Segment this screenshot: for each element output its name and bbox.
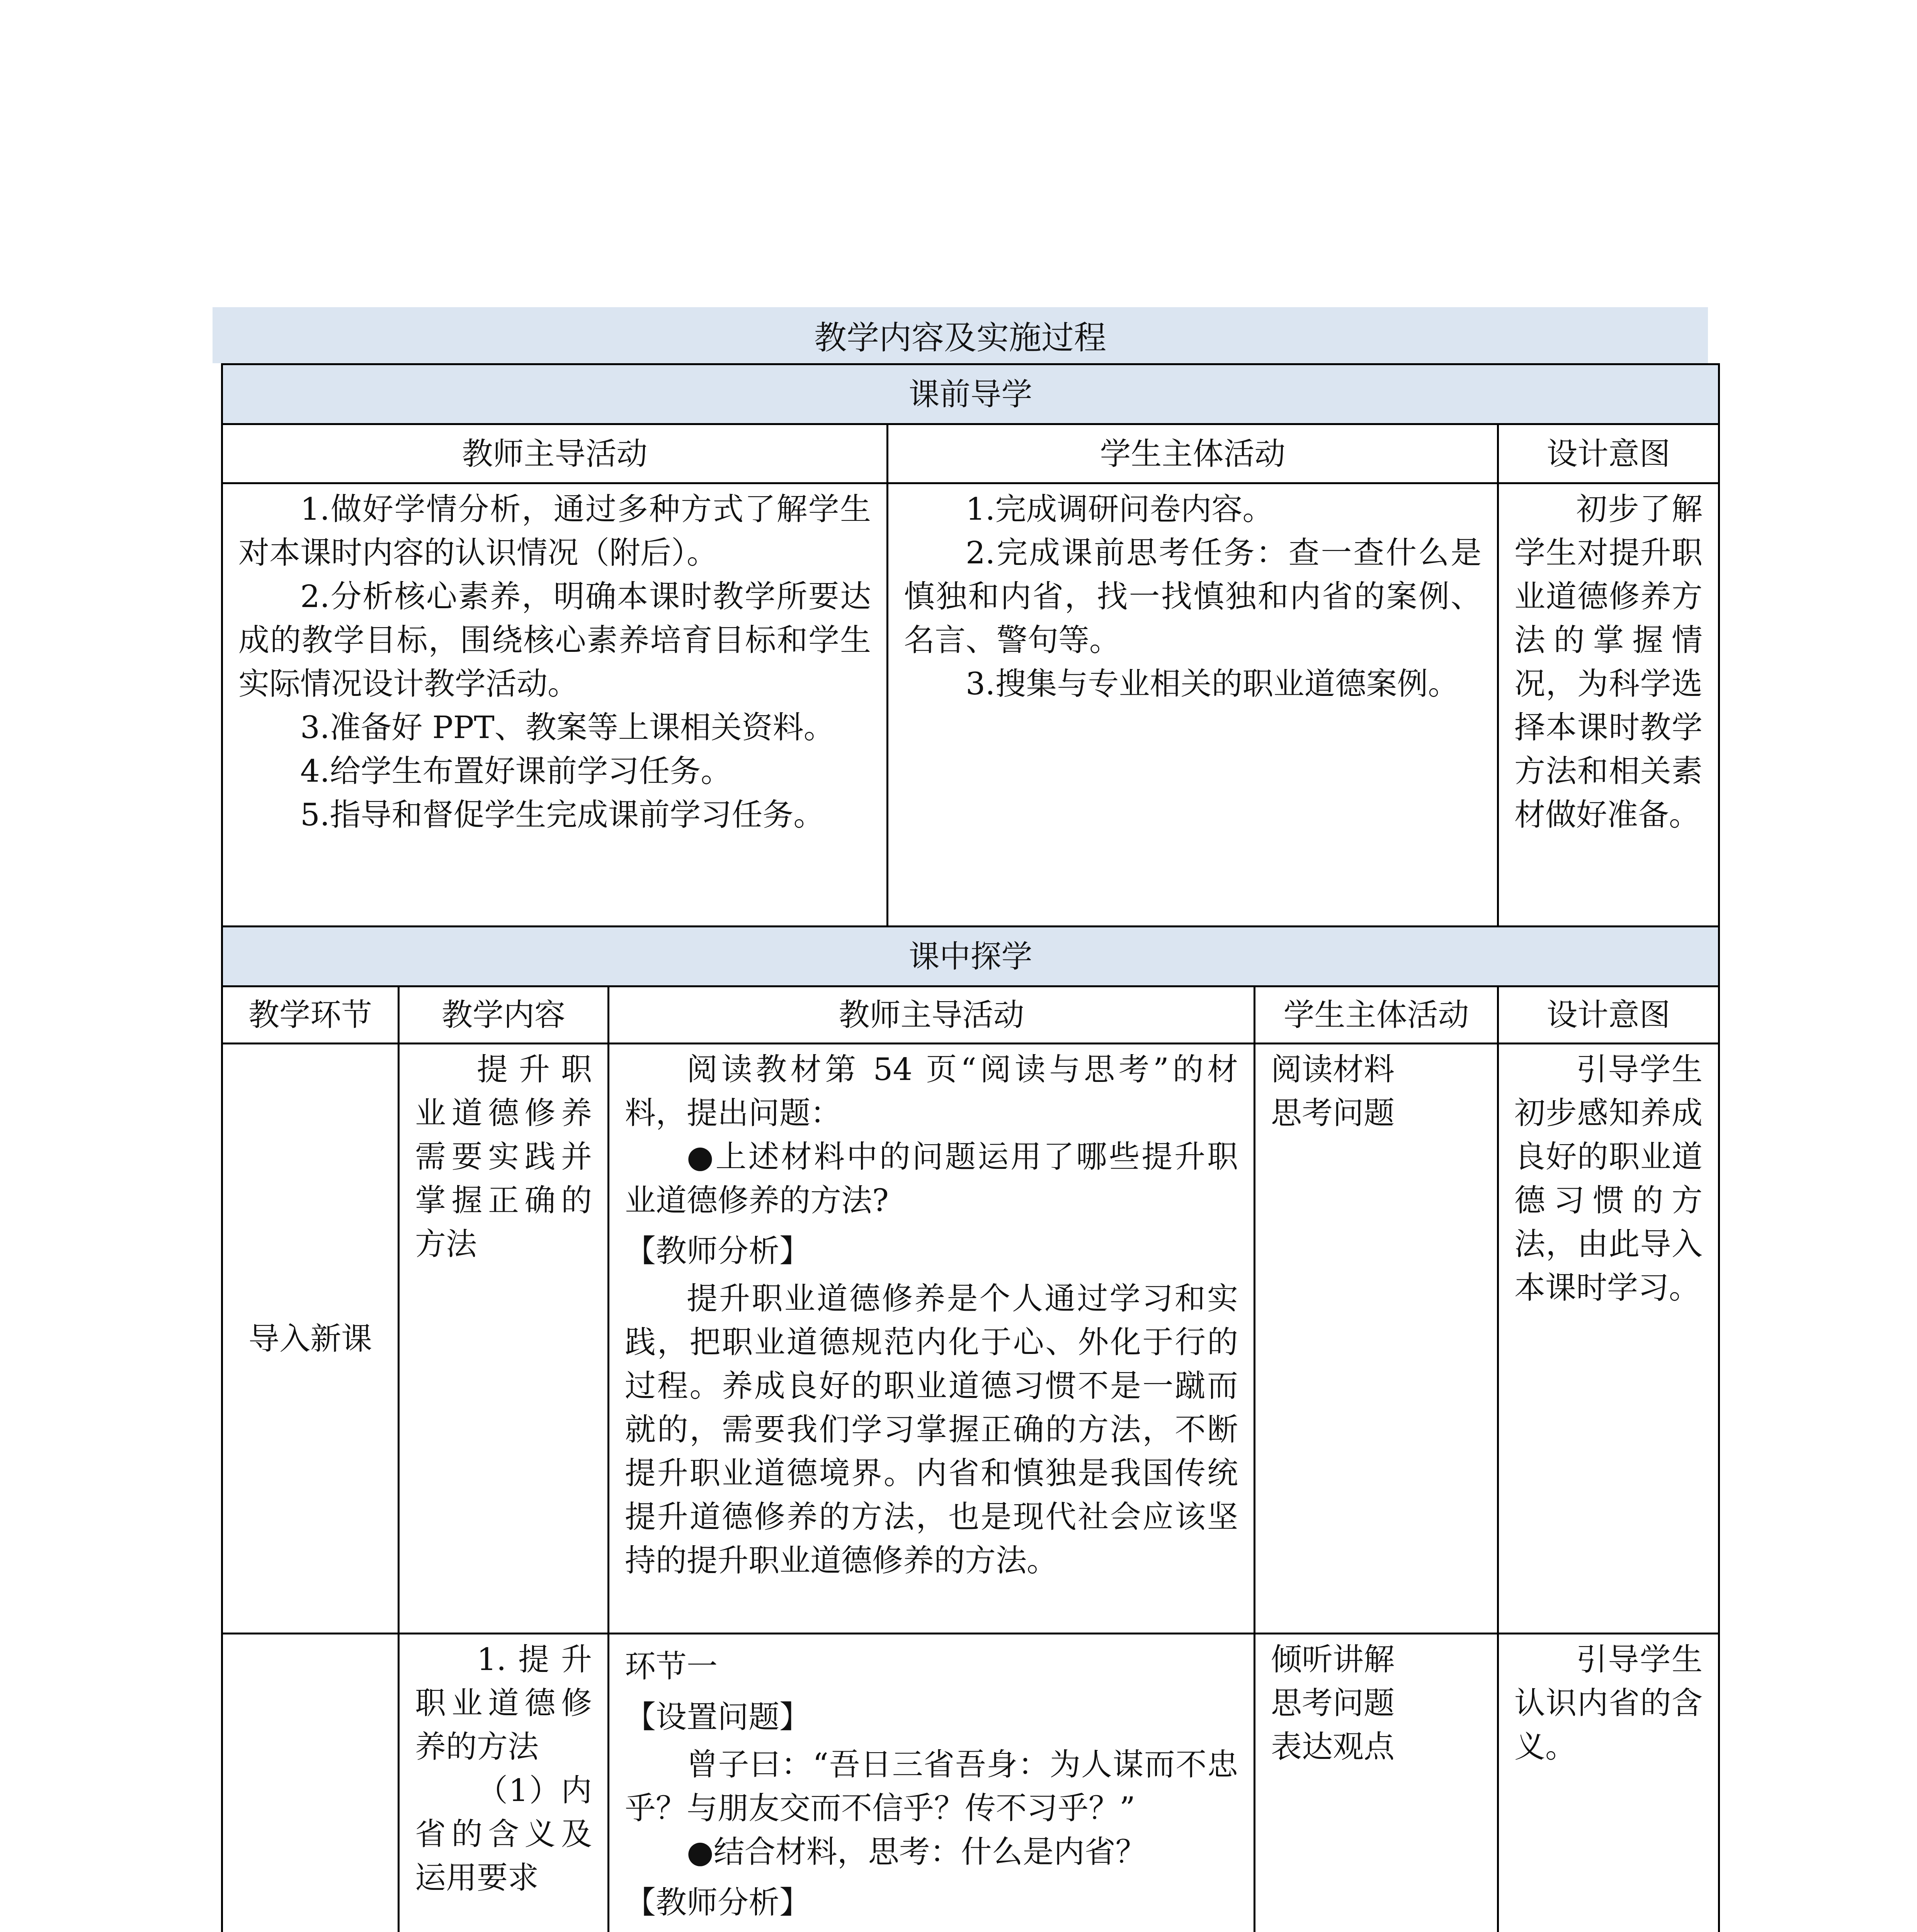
pre-student-item: 3.搜集与专业相关的职业道德案例。 [966, 666, 1459, 702]
stage-intro-label: 导入新课 [248, 1320, 372, 1357]
intro-content [399, 1044, 609, 1634]
pre-teacher-activities [222, 483, 888, 927]
header-student-activity: 学生主体活动 [888, 424, 1498, 483]
section-in-class: 课中探学 [222, 927, 1719, 986]
stage-lecture [222, 1634, 399, 1932]
intro-design-intent [1498, 1044, 1719, 1634]
pre-class-table [221, 363, 1720, 927]
header-teacher-activity: 教师主导活动 [609, 986, 1255, 1044]
lecture-teacher-activity [609, 1634, 1255, 1932]
pre-teacher-item: 4.给学生布置好课前学习任务。 [300, 753, 732, 789]
lecture-link-title: 环节一 [625, 1648, 718, 1684]
header-design-intent: 设计意图 [1498, 424, 1719, 483]
lecture-student-item: 思考问题 [1271, 1685, 1395, 1721]
pre-student-item: 1.完成调研问卷内容。 [966, 491, 1274, 527]
intro-student-activity [1255, 1044, 1498, 1634]
pre-teacher-item: 1.做好学情分析，通过多种方式了解学生对本课时内容的认识情况（附后）。 [238, 491, 871, 571]
intro-student-item: 阅读材料 [1271, 1051, 1395, 1087]
lecture-intent-text: 引导学生认识内省的含义。 [1514, 1641, 1703, 1765]
header-teacher-activity: 教师主导活动 [222, 424, 888, 483]
lecture-quote: 曾子曰：“吾日三省吾身：为人谋而不忠乎？与朋友交而不信乎？传不习乎？” [625, 1747, 1238, 1826]
header-design-intent: 设计意图 [1498, 986, 1719, 1044]
header-stage: 教学环节 [222, 986, 399, 1044]
lecture-analysis-tag: 【教师分析】 [625, 1884, 810, 1920]
pre-student-item: 2.完成课前思考任务：查一查什么是慎独和内省，找一找慎独和内省的案例、名言、警句等。 [904, 535, 1482, 658]
lecture-content-heading: 1.提升职业道德修养的方法 [415, 1641, 592, 1765]
page-header [213, 307, 1708, 363]
lecture-question-tag: 【设置问题】 [625, 1699, 810, 1735]
intro-content-text: 提升职业道德修养需要实践并掌握正确的方法 [415, 1051, 592, 1262]
stage-intro [222, 1044, 399, 1634]
intro-teacher-activity [609, 1044, 1255, 1634]
lecture-question: ●结合材料，思考：什么是内省？ [687, 1834, 1146, 1870]
pre-teacher-item: 2.分析核心素养，明确本课时教学所要达成的教学目标，围绕核心素养培育目标和学生实际情况设计教学活动。 [238, 578, 871, 702]
intro-teacher-question: ●上述材料中的问题运用了哪些提升职业道德修养的方法? [625, 1139, 1238, 1218]
lecture-design-intent [1498, 1634, 1719, 1932]
lecture-content-subheading: （1）内省的含义及运用要求 [415, 1772, 592, 1896]
header-title: 教学内容及实施过程 [814, 319, 1106, 357]
section-pre-class: 课前导学 [222, 364, 1719, 424]
pre-teacher-item: 3.准备好 PPT、教案等上课相关资料。 [300, 709, 835, 745]
header-student-activity: 学生主体活动 [1255, 986, 1498, 1044]
intro-teacher-analysis: 提升职业道德修养是个人通过学习和实践，把职业道德规范内化于心、外化于行的过程。养成良好的职业道德习惯不是一蹴而就的，需要我们学习掌握正确的方法，不断提升职业道德境界。内省和慎独是我国传统提升道德修养的方法，也是现代社会应该坚持的提升职业道德修养的方法。 [625, 1281, 1238, 1578]
pre-student-activities [888, 483, 1498, 927]
pre-design-intent [1498, 483, 1719, 927]
intro-student-item: 思考问题 [1271, 1095, 1395, 1131]
in-class-table [221, 925, 1720, 1932]
intro-teacher-analysis-tag: 【教师分析】 [625, 1233, 810, 1269]
intro-intent-text: 引导学生初步感知养成良好的职业道德习惯的方法，由此导入本课时学习。 [1514, 1051, 1703, 1306]
pre-intent-text: 初步了解学生对提升职业道德修养方法的掌握情况，为科学选择本课时教学方法和相关素材做好准备。 [1514, 491, 1703, 833]
lecture-content [399, 1634, 609, 1932]
header-content: 教学内容 [399, 986, 609, 1044]
lecture-student-item: 表达观点 [1271, 1729, 1395, 1765]
lecture-student-item: 倾听讲解 [1271, 1641, 1395, 1677]
lecture-analysis-1 [625, 1928, 1238, 1932]
pre-teacher-item: 5.指导和督促学生完成课前学习任务。 [300, 797, 825, 833]
lecture-student-activity [1255, 1634, 1498, 1932]
intro-teacher-prompt: 阅读教材第 54 页“阅读与思考”的材料，提出问题： [625, 1051, 1238, 1131]
spacer [1271, 1769, 1482, 1932]
